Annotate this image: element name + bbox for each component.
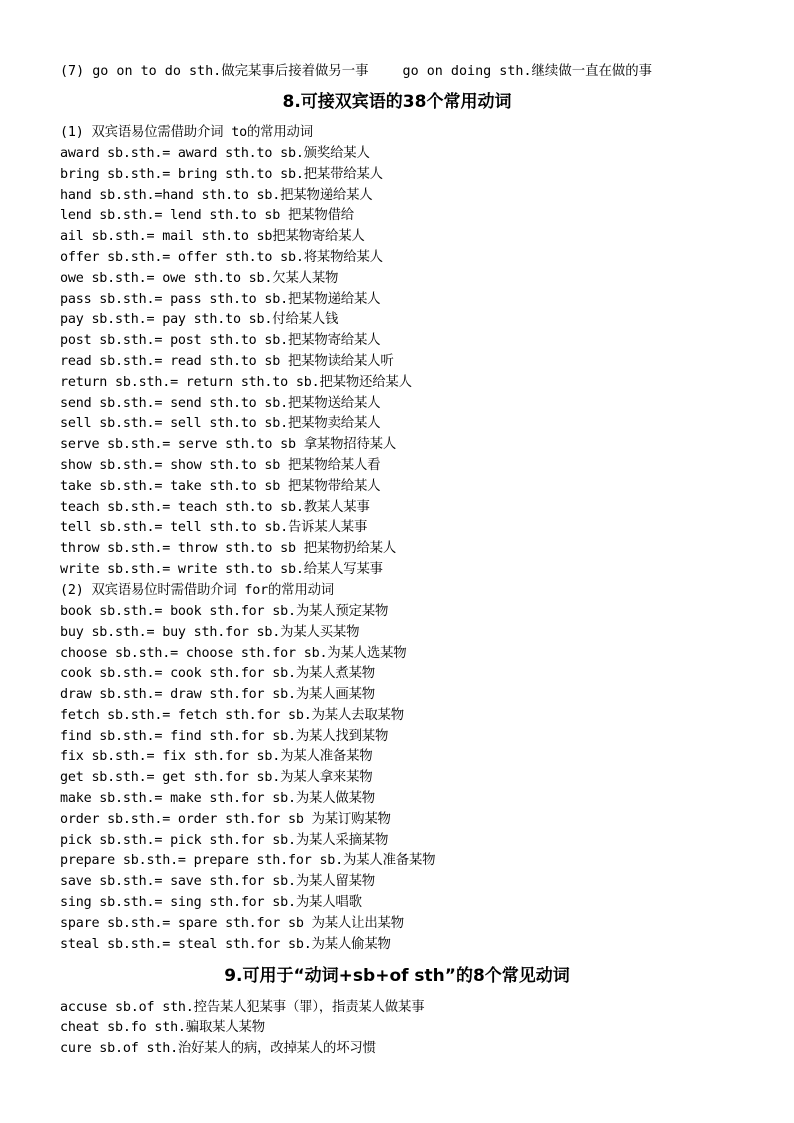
verb-entry: owe sb.sth.= owe sth.to sb.欠某人某物 xyxy=(60,271,339,286)
verb-entry: return sb.sth.= return sth.to sb.把某物还给某人 xyxy=(60,375,412,390)
verb-entry: sell sb.sth.= sell sth.to sb.把某物卖给某人 xyxy=(60,416,381,431)
verb-entry: post sb.sth.= post sth.to sb.把某物寄给某人 xyxy=(60,333,381,348)
section-9-title: 9.可用于“动词+sb+of sth”的8个常见动词 xyxy=(224,966,570,986)
verb-entry: hand sb.sth.=hand sth.to sb.把某物递给某人 xyxy=(60,188,373,203)
verb-entry: show sb.sth.= show sth.to sb 把某物给某人看 xyxy=(60,458,381,473)
verb-entry: ail sb.sth.= mail sth.to sb把某物寄给某人 xyxy=(60,229,365,244)
verb-entry: accuse sb.of sth.控告某人犯某事（罪），指责某人做某事 xyxy=(60,1000,425,1015)
verb-entry: prepare sb.sth.= prepare sth.for sb.为某人准备某物 xyxy=(60,853,436,868)
verb-entry: tell sb.sth.= tell sth.to sb.告诉某人某事 xyxy=(60,520,368,535)
verb-entry: award sb.sth.= award sth.to sb.颁奖给某人 xyxy=(60,146,370,161)
verb-entry: draw sb.sth.= draw sth.for sb.为某人画某物 xyxy=(60,687,375,702)
verb-entry: pay sb.sth.= pay sth.to sb.付给某人钱 xyxy=(60,312,339,327)
verb-entry: steal sb.sth.= steal sth.for sb.为某人偷某物 xyxy=(60,937,391,952)
verb-entry: take sb.sth.= take sth.to sb 把某物带给某人 xyxy=(60,479,381,494)
verb-entry: lend sb.sth.= lend sth.to sb 把某物借给 xyxy=(60,208,354,223)
verb-entry: fetch sb.sth.= fetch sth.for sb.为某人去取某物 xyxy=(60,708,404,723)
verb-entry: pass sb.sth.= pass sth.to sb.把某物递给某人 xyxy=(60,292,381,307)
verb-entry: serve sb.sth.= serve sth.to sb 拿某物招待某人 xyxy=(60,437,397,452)
verb-entry: cook sb.sth.= cook sth.for sb.为某人煮某物 xyxy=(60,666,375,681)
verb-entry: teach sb.sth.= teach sth.to sb.教某人某事 xyxy=(60,500,370,515)
verb-entry: bring sb.sth.= bring sth.to sb.把某带给某人 xyxy=(60,167,383,182)
verb-entry: throw sb.sth.= throw sth.to sb 把某物扔给某人 xyxy=(60,541,397,556)
section-8-sub2-title: (2) 双宾语易位时需借助介词 for的常用动词 xyxy=(60,583,334,598)
verb-entry: order sb.sth.= order sth.for sb 为某订购某物 xyxy=(60,812,391,827)
verb-entry: book sb.sth.= book sth.for sb.为某人预定某物 xyxy=(60,604,389,619)
verb-entry: write sb.sth.= write sth.to sb.给某人写某事 xyxy=(60,562,383,577)
verb-entry: cheat sb.fo sth.骗取某人某物 xyxy=(60,1020,265,1035)
verb-entry: get sb.sth.= get sth.for sb.为某人拿来某物 xyxy=(60,770,373,785)
verb-entry: find sb.sth.= find sth.for sb.为某人找到某物 xyxy=(60,729,389,744)
section-8-title: 8.可接双宾语的38个常用动词 xyxy=(282,92,512,112)
intro-line-7 xyxy=(60,62,652,82)
verb-entry: save sb.sth.= save sth.for sb.为某人留某物 xyxy=(60,874,375,889)
verb-entry: make sb.sth.= make sth.for sb.为某人做某物 xyxy=(60,791,375,806)
verb-entry: offer sb.sth.= offer sth.to sb.将某物给某人 xyxy=(60,250,383,265)
verb-entry: buy sb.sth.= buy sth.for sb.为某人买某物 xyxy=(60,625,360,640)
intro-line-7-left: (7) go on to do sth.做完某事后接着做另一事 xyxy=(60,64,369,79)
verb-entry: cure sb.of sth.治好某人的病，改掉某人的坏习惯 xyxy=(60,1041,376,1056)
verb-entry: read sb.sth.= read sth.to sb 把某物读给某人听 xyxy=(60,354,394,369)
verb-entry: spare sb.sth.= spare sth.for sb 为某人让出某物 xyxy=(60,916,404,931)
verb-entry: choose sb.sth.= choose sth.for sb.为某人选某物 xyxy=(60,646,407,661)
verb-entry: send sb.sth.= send sth.to sb.把某物送给某人 xyxy=(60,396,381,411)
section-8-sub1-title: (1) 双宾语易位需借助介词 to的常用动词 xyxy=(60,125,313,140)
verb-entry: fix sb.sth.= fix sth.for sb.为某人准备某物 xyxy=(60,749,373,764)
verb-entry: sing sb.sth.= sing sth.for sb.为某人唱歌 xyxy=(60,895,362,910)
intro-line-7-right: go on doing sth.继续做一直在做的事 xyxy=(402,64,653,79)
verb-entry: pick sb.sth.= pick sth.for sb.为某人采摘某物 xyxy=(60,833,389,848)
